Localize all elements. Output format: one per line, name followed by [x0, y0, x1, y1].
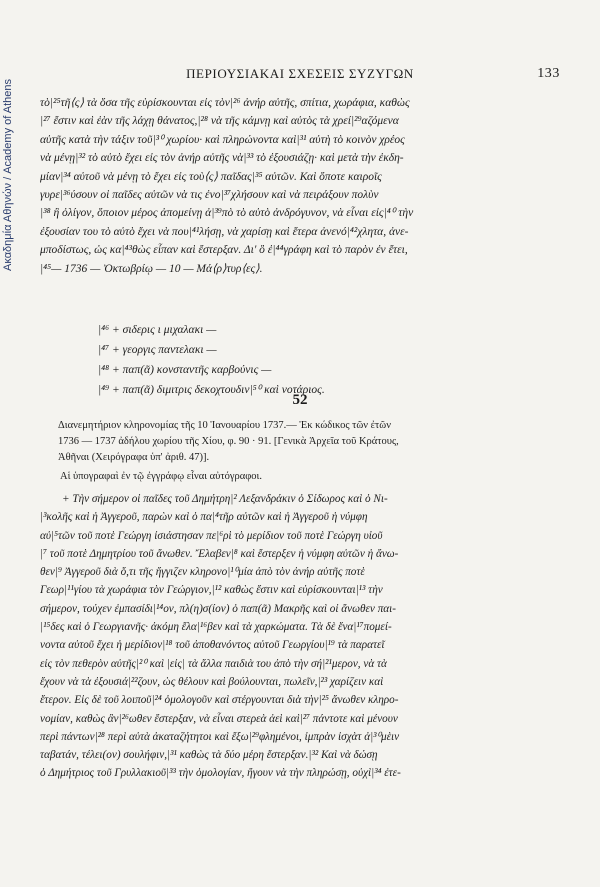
text-line: ὁ Δημήτριος τοῦ Γρυλλακιοῦ|³³ τὴν ὁμολογίαν, ἤγουν νὰ τὴν πληρώσῃ, οὐχὶ|³⁴ ἐτε- — [40, 767, 401, 780]
signature-line: |⁴⁹ + παπ(ᾶ) διμιτρις δεκοχτουδιν|⁵⁰ καὶ νοτάριος. — [98, 384, 325, 396]
text-line: ἐξουσίαν του τὸ αὐτὸ ἔχει νὰ που|⁴¹λήσῃ, νὰ χαρίσῃ καὶ ἕτερα ἀνενό|⁴²χλητα, ἀνε- — [40, 225, 409, 238]
caption-line: 1736 — 1737 ἀδήλου χωρίου τῆς Χίου, φ. 90 · 91. [Γενικὰ Ἀρχεῖα τοῦ Κράτους, — [58, 436, 399, 447]
text-line: ἔχουν νὰ τὰ ἐξουσιά|²²ζουν, ὡς θέλουν καὶ βούλουνται, πωλεῖν,|²³ χαρίζειν καὶ — [40, 675, 384, 688]
text-line: τὸ|²⁵τῆ⟨ς⟩ τὰ ὅσα τῆς εὑρίσκουνται εἰς τὸν|²⁶ ἀνήρ αὐτῆς, σπίτια, χωράφια, καθὼς — [40, 97, 410, 109]
text-line: νομίαν, καθὼς ἂν|²⁶ωθεν ἔστερξαν, νὰ εἶναι στερεὰ ἀεὶ καὶ|²⁷ πάντοτε καὶ μένουν — [40, 712, 398, 725]
signature-line: |⁴⁸ + παπ(ᾶ) κονσταντῆς καρβούνις — — [98, 364, 272, 376]
text-line: αὐτῆς κατὰ τὴν τάξιν τοῦ|³⁰ χωρίου· καὶ πληρώνοντα καὶ|³¹ αὐτὴ τὸ κοινὸν χρέος — [40, 133, 405, 146]
text-line: μίαν|³⁴ αὐτοῦ νὰ μένῃ τὸ ἔχει εἰς τοὺ⟨ς⟩ παῖδας|³⁵ αὐτῶν. Καὶ ὅποτε καιροῖς — [40, 170, 382, 183]
text-line: |²⁷ ἔστιν καὶ ἐὰν τῆς λάχῃ θάνατος,|²⁸ νὰ τῆς κάμνῃ καὶ αὐτὸς τὰ χρεί|²⁹αζόμενα — [40, 115, 399, 128]
text-line: |³κολῆς καὶ ἡ Ἀγγεροῦ, παρὼν καὶ ὁ πα|⁴τῆρ αὐτῶν καὶ ἡ Ἀγγεροῦ ἡ νύμφη — [40, 511, 368, 524]
caption-line: Διανεμητήριον κληρονομίας τῆς 10 Ἰανουαρίου 1737.— Ἐκ κώδικος τῶν ἐτῶν — [58, 420, 391, 431]
text-line: |⁷ τοῦ ποτὲ Δημητρίου τοῦ ἄνωθεν. Ἔλαβεν|⁸ καὶ ἔστερξεν ἡ νύμφη αὐτῶν ἡ ἄνω- — [40, 547, 399, 560]
academy-watermark: Ακαδημία Αθηνών / Academy of Athens — [2, 79, 14, 272]
text-line: νοντα αὐτοῦ ἔχει ἡ μερίδιον|¹⁸ τοῦ ἀποθανόντος αὐτοῦ Γεωργίου|¹⁹ τὰ παρατεῖ — [40, 639, 385, 652]
signature-line: |⁴⁷ + γεοργις παντελακι — — [98, 344, 217, 356]
top-text-block — [40, 94, 562, 278]
page-number: 133 — [537, 66, 560, 81]
text-line: ἕτερον. Εἰς δὲ τοῦ λοιποῦ|²⁴ ὁμολογοῦν καὶ στέργουνται διὰ τὴν|²⁵ ἄνωθεν κληρο- — [40, 694, 399, 707]
text-line: αὐ|⁵τῶν τοῦ ποτὲ Γεώργη ἰσιάστησαν πε|⁶ρὶ τὸ μερίδιον τοῦ ποτὲ Γεώργη υἱοῦ — [40, 529, 383, 542]
running-header — [40, 66, 560, 86]
text-line: νὰ μένῃ|³² τὸ αὐτὸ ἔχει εἰς τὸν ἀνήρ αὐτῆς νὰ|³³ τὸ ἐξουσιάζῃ· καὶ μετὰ τὴν ἐκδη- — [40, 152, 404, 165]
text-line: + Τὴν σήμερον οἱ παῖδες τοῦ Δημήτρη|² Λεξανδράκιν ὁ Σίδωρος καὶ ὁ Νι- — [62, 493, 388, 505]
text-line: Γεωρ|¹¹γίου τὰ χωράφια τὸν Γεώργιον,|¹² καθὼς ἔστιν καὶ εὑρίσκουνται|¹³ τὴν — [40, 584, 383, 597]
text-line: σήμερον, τούχεν ἐμπασίδι|¹⁴ον, πλ(η)σ(ίον) ὁ παπ(ᾶ) Μακρῆς καὶ οἱ ἄνωθεν παι- — [40, 602, 397, 615]
caption-line: Ἀθῆναι (Χειρόγραφα ὑπ' ἀριθ. 47)]. — [58, 452, 210, 463]
text-line: θεν|⁹ Ἀγγεροῦ διὰ ὅ,τι τῆς ἤγγιζεν κληρονο|¹⁰μία ἀπὸ τὸν ἀνήρ αὐτῆς ποτὲ — [40, 566, 365, 579]
text-line: |¹⁵δες καὶ ὁ Γεωργιανῆς· ἀκόμη ἔλα|¹⁶βεν καὶ τὰ χαρκώματα. Τὰ δὲ ἕνα|¹⁷πομεί- — [40, 621, 392, 634]
text-line: ταβατάν, τέλει(ον) σουλήφιν,|³¹ καθὼς τὰ δύο μέρη ἔστερξαν.|³² Καὶ νὰ δώσῃ — [40, 749, 378, 762]
text-line: μποδίστως, ὡς κα|⁴³θὼς εἶπαν καὶ ἔστερξαν. Δι' ὃ ἐ|⁴⁴γράφη καὶ τὸ παρὸν ἐν ἔτει, — [40, 244, 408, 257]
signature-line: |⁴⁶ + σιδερις ι μιχαλακι — — [98, 324, 217, 336]
signatures-block — [98, 320, 325, 400]
text-line: περὶ πάντων|²⁸ περὶ αὐτὰ ἀκαταζήτητοι καὶ ἔξω|²⁹φλημένοι, ἰμπρὰν ἰσχὰτ ἀ|³⁰μὲιν — [40, 730, 400, 743]
header-title: ΠΕΡΙΟΥΣΙΑΚΑΙ ΣΧΕΣΕΙΣ ΣΥΖΥΓΩΝ — [186, 66, 414, 81]
document-caption — [58, 418, 562, 485]
text-line: |³⁸ ἢ ὀλίγον, ὅποιον μέρος ἀπομείνῃ ἀ|³⁹πὸ τὸ αὐτὸ ἀνδρόγυνον, νὰ εἶναι εἰς|⁴⁰ τὴν — [40, 207, 414, 220]
document-text-block — [40, 490, 562, 783]
text-line: γυρε|³⁶ύσουν οἱ παῖδες αὐτῶν νὰ τις ἐνο|³⁷χλήσουν καὶ νὰ πειράξουν πολὺν — [40, 189, 379, 202]
text-line: |⁴⁵— 1736 — Ὀκτωβρίῳ — 10 — Μά⟨ρ⟩τυρ⟨ες⟩. — [40, 262, 263, 275]
caption-note: Αἱ ὑπογραφαὶ ἐν τῷ ἐγγράφῳ εἶναι αὐτόγραφοι. — [60, 471, 262, 482]
document-number: 52 — [292, 392, 308, 408]
text-line: εἰς τὸν πεθερὸν αὐτῆς|²⁰ καὶ |εἰς| τὰ ἄλλα παιδιὰ του ἀπὸ τὴν σή|²¹μερον, νὰ τὰ — [40, 657, 387, 670]
